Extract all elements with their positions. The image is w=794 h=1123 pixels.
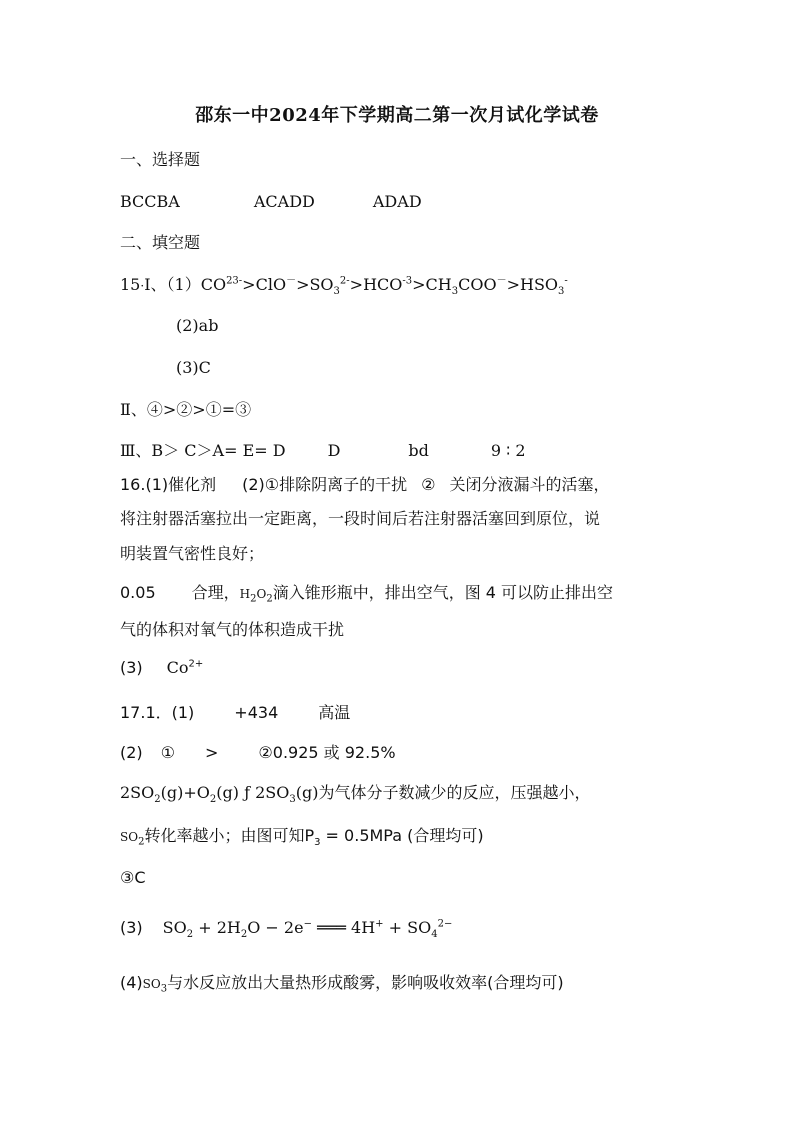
q17-line7	[120, 973, 564, 994]
cobalt-charge: 2+	[188, 658, 204, 670]
q15-number: 15	[120, 275, 141, 294]
formula-text: SO	[142, 977, 161, 991]
page-title: 邵东一中2024年下学期高二第一次月试化学试卷	[195, 105, 599, 126]
formula-text: SO	[120, 830, 139, 844]
q17-part1: 17.1．(1)	[120, 703, 195, 722]
ion-text: >ClO	[242, 275, 287, 294]
q17-enthalpy: +434	[234, 703, 279, 722]
eq-subscript: 3	[289, 794, 296, 806]
q15-roman3-order: Ⅲ、B＞ C＞A= E= D	[120, 441, 286, 460]
eq-superscript: 2−	[437, 918, 453, 930]
q16-text-a: 关闭分液漏斗的活塞，	[449, 475, 610, 494]
eq-text: (g)+O	[160, 783, 210, 802]
q15-roman3-line	[120, 441, 526, 461]
answer-group-1: BCCBA	[120, 192, 180, 211]
q16-reason-start: 合理，	[191, 583, 240, 602]
h2o2-formula	[239, 587, 273, 605]
eq-text: (g)	[295, 783, 319, 802]
ion-text: >SO	[296, 275, 334, 294]
q16-value: 0.05	[120, 583, 156, 602]
eq-subscript: 2	[240, 929, 248, 941]
q17-line4	[120, 826, 484, 847]
q17-circle-1: ①	[160, 743, 176, 762]
q16-part1: 16.(1)催化剂	[120, 475, 217, 494]
q17-part2: (2)	[120, 743, 143, 762]
q17-conclusion: 转化率越小；由图可知P	[144, 826, 315, 845]
q17-final-text: 与水反应放出大量热形成酸雾，影响吸收效率(合理均可)	[167, 973, 564, 992]
ion-text: >CH	[412, 275, 452, 294]
eq-subscript: 2	[209, 794, 217, 806]
q17-line5: ③C	[120, 868, 146, 887]
q16-part2: (2)①排除阴离子的干扰	[242, 475, 408, 494]
section-heading-choice: 一、选择题	[120, 150, 201, 169]
eq-text: (g) ƒ 2SO	[216, 783, 290, 802]
ion-text: >HCO	[349, 275, 403, 294]
answer-group-2: ACADD	[253, 192, 315, 211]
q17-explanation: 为气体分子数减少的反应，压强越小，	[318, 783, 591, 802]
q17-pressure-value: = 0.5MPa (合理均可)	[320, 826, 484, 845]
q15-roman3-ratio: 9 ∶ 2	[490, 441, 526, 460]
formula-subscript: 3	[160, 983, 168, 995]
q17-line3	[120, 783, 591, 806]
q15-part2: (2)ab	[176, 316, 219, 335]
q16-line5: 气的体积对氧气的体积造成干扰	[120, 620, 345, 639]
q17-line2	[120, 743, 396, 763]
cobalt-ion: Co	[166, 658, 189, 677]
q15-part1-line	[120, 275, 568, 296]
formula-text: H	[239, 587, 251, 601]
ion-text: CO	[200, 275, 227, 294]
q17-line6	[120, 918, 453, 941]
formula-text: O	[256, 587, 267, 601]
ion-charge: 23-	[226, 275, 243, 287]
ion-subscript: 3	[451, 286, 459, 298]
eq-text: 2SO	[120, 783, 155, 802]
q16-line2: 将注射器活塞拉出一定距离，一段时间后若注射器活塞回到原位，说	[120, 509, 601, 528]
eq-text: + 2H	[193, 918, 241, 937]
ion-charge: －	[496, 275, 507, 287]
eq-subscript: 2	[186, 929, 194, 941]
choice-answers	[120, 192, 422, 212]
ion-charge: 2-	[339, 275, 350, 287]
formula-subscript: 2	[250, 593, 257, 605]
formula-subscript: 2	[266, 593, 273, 605]
pressure-subscript: 3	[314, 837, 321, 849]
ion-subscript: 3	[333, 286, 340, 298]
q15-part3: (3)C	[176, 358, 211, 377]
q17-condition: 高温	[318, 703, 351, 722]
q16-line3: 明装置气密性良好；	[120, 544, 265, 563]
eq-subscript: 4	[431, 929, 438, 941]
q16-line6	[120, 658, 203, 678]
eq-superscript: +	[375, 918, 384, 930]
eq-text: SO	[162, 918, 187, 937]
q15-roman3-answer-d: D	[327, 441, 341, 460]
so2-formula	[120, 830, 145, 848]
q17-comparison: >	[205, 743, 219, 762]
ion-charge: -	[564, 275, 568, 287]
equilibrium-equation	[120, 783, 319, 806]
ion-charge: －	[286, 275, 297, 287]
eq-subscript: 2	[154, 794, 161, 806]
q15-roman3-answer-bd: bd	[408, 441, 429, 460]
ion-charge: -3	[402, 275, 413, 287]
q16-part3: (3)	[120, 658, 143, 677]
q16-line1	[120, 475, 610, 495]
ion-text: >HSO	[506, 275, 559, 294]
formula-subscript: 2	[138, 836, 145, 848]
q17-part4: (4)	[120, 973, 143, 992]
q16-circle-2: ②	[421, 475, 436, 494]
q16-line4	[120, 583, 613, 604]
q15-roman2-line: Ⅱ、④>②>①=③	[120, 400, 252, 419]
q17-conversion: ②0.925 或 92.5%	[258, 743, 396, 762]
eq-text: ═══ 4H	[311, 918, 376, 937]
eq-text: + SO	[383, 918, 432, 937]
answer-group-3: ADAD	[372, 192, 422, 211]
q15-roman1: Ⅰ、（1）	[144, 275, 201, 294]
eq-text: O − 2e	[247, 918, 304, 937]
ion-subscript: 3	[558, 286, 565, 298]
ion-text: COO	[458, 275, 497, 294]
q17-part3: (3)	[120, 918, 143, 937]
so3-formula	[142, 977, 168, 995]
section-heading-fill: 二、填空题	[120, 233, 201, 252]
eq-superscript: −	[303, 918, 312, 930]
electrode-equation	[162, 918, 453, 941]
q15-dot: ·	[140, 279, 145, 293]
q17-line1	[120, 703, 350, 723]
q16-reason-text: 滴入锥形瓶中，排出空气，图 4 可以防止排出空	[272, 583, 614, 602]
